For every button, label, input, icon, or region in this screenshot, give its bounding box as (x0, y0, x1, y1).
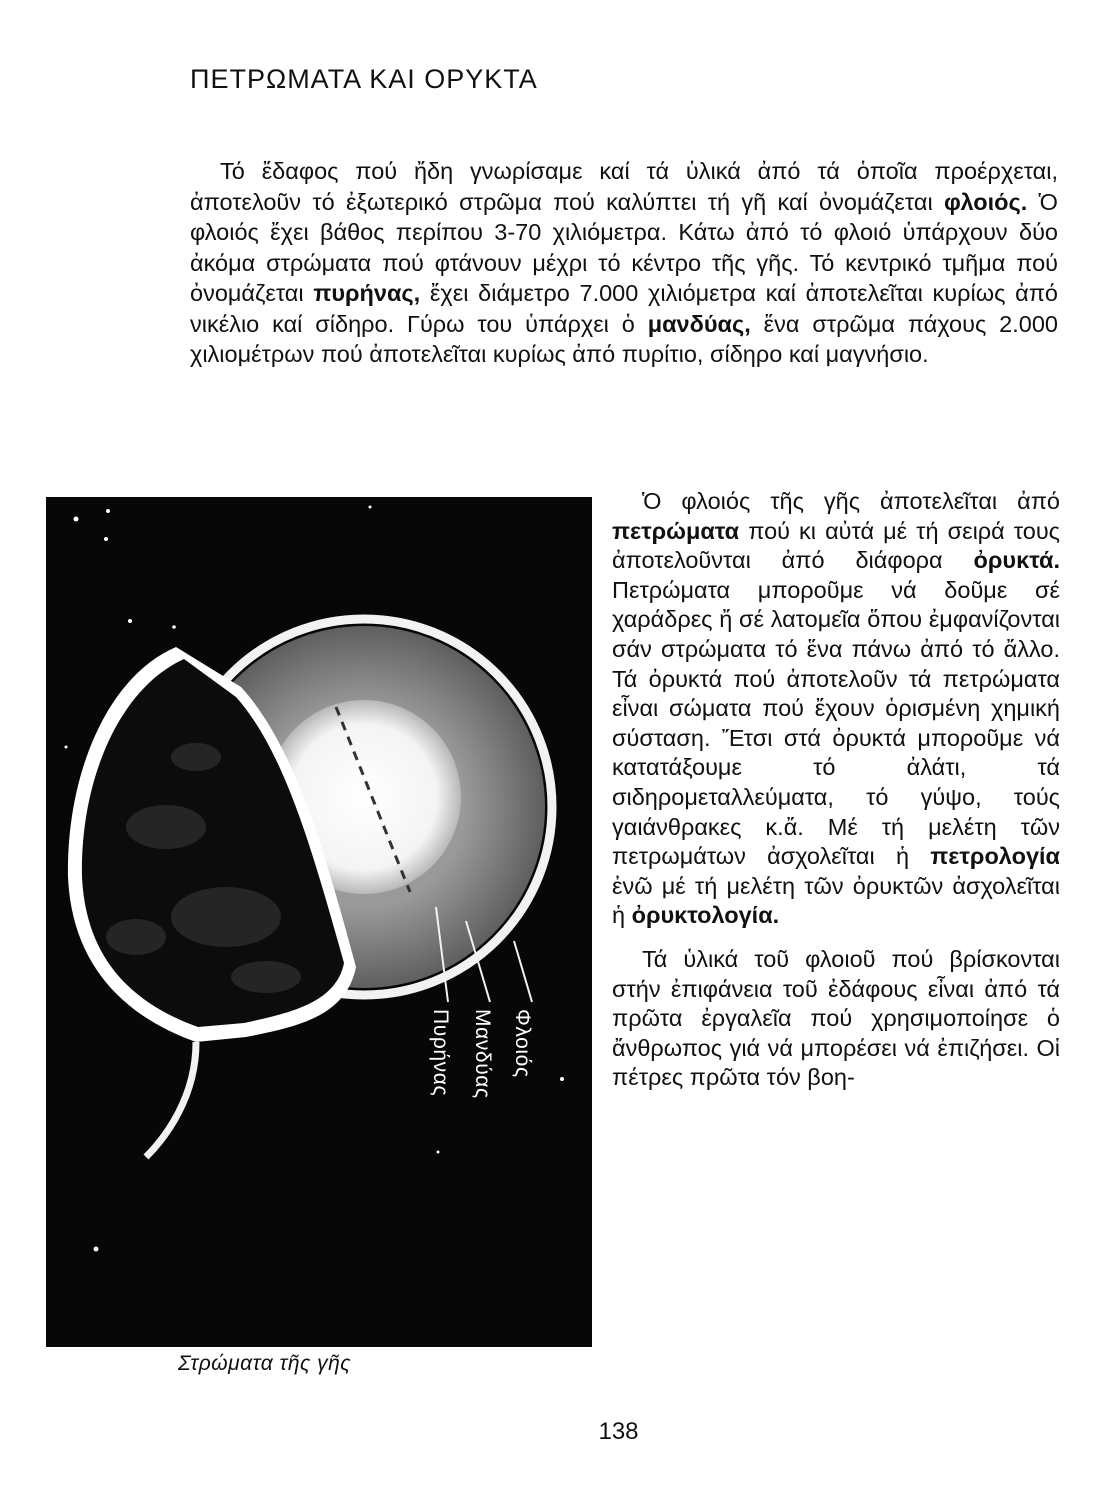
term-core: πυρήνας, (313, 280, 421, 306)
term-crust: φλοιός. (943, 188, 1028, 215)
side-paragraph-2: Τά ὑλικά τοῦ φλοιοῦ πού βρίσκονται στήν ἐπιφάνεια τοῦ ἐδάφους εἶναι ἀπό τά πρῶτα ἐργαλεῖα πού χρησιμοποίησε ὁ ἄνθρωπος γιά νά μπορέσει νά ἐπιζήσει. Οἱ πέτρες πρῶτα τόν βοη- (612, 945, 1060, 1091)
side-column (612, 487, 1060, 1093)
page-title: ΠΕΤΡΩΜΑΤΑ ΚΑΙ ΟΡΥΚΤΑ (190, 64, 538, 94)
side-paragraph-1 (612, 487, 1060, 931)
intro-text-3: ἔχει διάμετρο 7.000 χιλιόμετρα καί ἀποτελεῖται κυρίως ἀπό νικέλιο καί σίδηρο. Γύρω του ὑπάρχει ὁ (190, 280, 1058, 337)
term-petrology: πετρολογία (930, 843, 1060, 870)
side-text-1: Ὁ φλοιός τῆς γῆς ἀποτελεῖται ἀπό (642, 488, 1060, 514)
lower-lobe-edge (146, 1042, 196, 1157)
term-minerals: ὀρυκτά. (973, 547, 1060, 574)
label-core: Πυρήνας (429, 1009, 452, 1097)
label-crust: Φλοιός (511, 1009, 534, 1078)
side-text-4: ἐνῶ μέ τή μελέτη τῶν ὀρυκτῶν ἀσχολεῖται ἡ (612, 872, 1060, 929)
figure-caption: Στρώματα τῆς γῆς (178, 1352, 351, 1375)
intro-text-4: ἕνα στρῶμα πάχους 2.000 χιλιομέτρων πού ἀποτελεῖται κυρίως ἀπό πυρίτιο, σίδηρο καί μαγνήσιο. (190, 310, 1058, 367)
term-mineralogy: ὀρυκτολογία. (631, 902, 780, 929)
page-number: 138 (598, 1418, 639, 1445)
label-mantle: Μανδύας (471, 1009, 494, 1099)
earth-layers-figure (46, 497, 592, 1347)
term-rocks: πετρώματα (612, 517, 740, 544)
earth-layers-illustration (46, 497, 592, 1347)
intro-text-1: Τό ἔδαφος πού ἤδη γνωρίσαμε καί τά ὑλικά ἀπό τά ὁποῖα προέρχεται, ἀποτελοῦν τό ἐξωτερικό στρῶμα πού καλύπτει τή γῆ καί ὀνομάζεται (190, 158, 1058, 215)
intro-paragraph (190, 156, 1058, 370)
side-text-2: πού κι αὐτά μέ τή σειρά τους ἀποτελοῦνται ἀπό διάφορα (612, 517, 1060, 574)
side-text-3: Πετρώματα μποροῦμε νά δοῦμε σέ χαράδρες ἤ σέ λατομεῖα ὅπου ἐμφανίζονται σάν στρώματα τό ἕνα πάνω ἀπό τό ἄλλο. Τά ὀρυκτά πού ἀποτελοῦν τά πετρώματα εἶναι σώματα πού ἔχουν ὁρισμένη χημική σύσταση. Ἔτσι στά ὀρυκτά μποροῦμε νά κατατάξουμε τό ἀλάτι, τά σιδηρομεταλλεύματα, τό γύψο, τούς γαιάνθρακες κ.ἄ. Μέ τή μελέτη τῶν πετρωμάτων ἀσχολεῖται ἡ (612, 576, 1060, 870)
term-mantle: μανδύας, (647, 310, 751, 337)
intro-text-2: Ὁ φλοιός ἔχει βάθος περίπου 3-70 χιλιόμετρα. Κάτω ἀπό τό φλοιό ὑπάρχουν δύο ἀκόμα στρώματα πού φτάνουν μέχρι τό κέντρο τῆς γῆς. Τό κεντρικό τμῆμα πού ὀνομάζεται (190, 188, 1058, 306)
